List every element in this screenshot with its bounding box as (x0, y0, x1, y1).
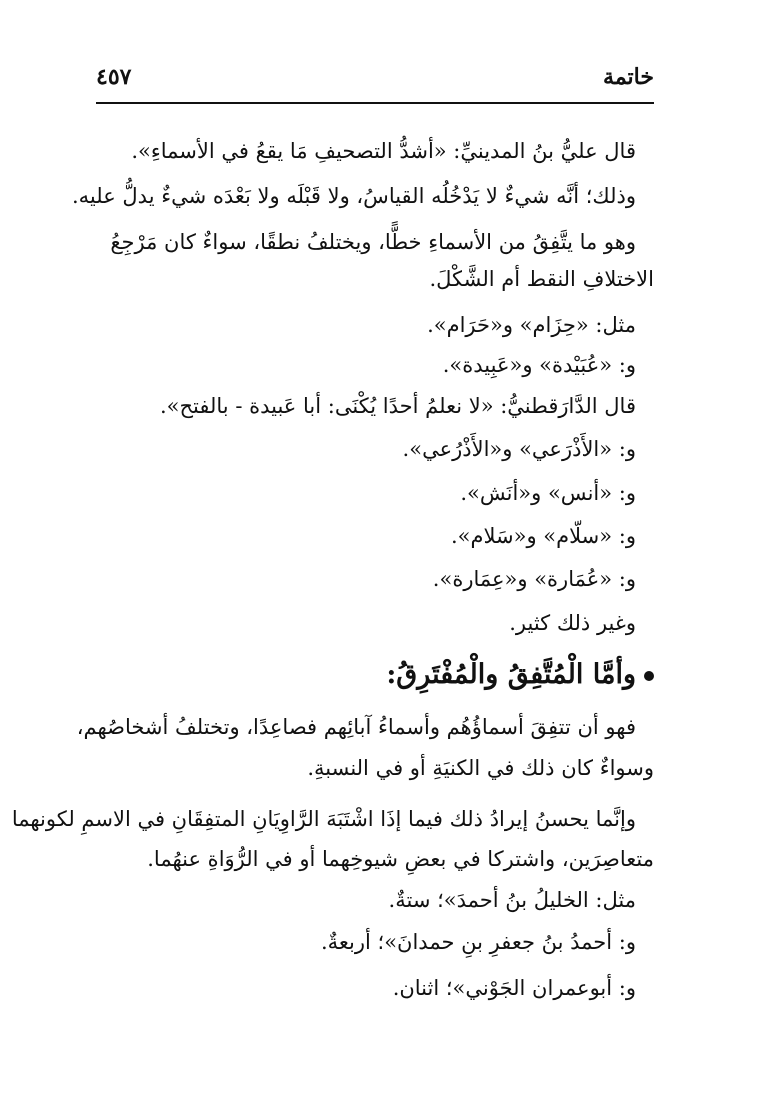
section-heading (386, 656, 654, 694)
text-line: وإنَّما يحسنُ إيرادُ ذلك فيما إذَا اشْتَبَهَ الرَّاوِيَانِ المتفِقَانِ في الاسمِ لكونهما (11, 807, 636, 831)
text-line: وذلك؛ أنَّه شيءٌ لا يَدْخُلُه القياسُ، ولا قَبْلَه ولا بَعْدَه شيءٌ يدلُّ عليه. (72, 184, 636, 208)
text-line: و: «سلّام» و«سَلام». (450, 524, 636, 548)
text-line: فهو أن تتفِقَ أسماؤُهُم وأسماءُ آبائِهم فصاعِدًا، وتختلفُ أشخاصُهم، (76, 715, 636, 739)
text-line: الاختلافِ النقط أم الشَّكْلَ. (429, 267, 654, 291)
text-line: و: أبوعمران الجَوْني»؛ اثنان. (392, 976, 636, 1000)
page-number: ٤٥٧ (96, 64, 132, 90)
running-title: خاتمة (603, 64, 654, 90)
text-line: و: أحمدُ بنُ جعفرِ بنِ حمدانَ»؛ أربعةٌ. (320, 930, 636, 954)
text-line: مثل: الخليلُ بنُ أحمدَ»؛ ستةٌ. (388, 888, 636, 912)
section-heading-text: وأمَّا الْمُتَّفِقُ والْمُفْتَرِقُ: (386, 659, 636, 690)
text-line: متعاصِرَين، واشتركا في بعضِ شيوخِهما أو في الرُّوَاةِ عنهُما. (147, 847, 654, 871)
text-line: و: «الأَذْرَعي» و«الأَذْرُعي». (402, 437, 636, 461)
text-line: قال عليُّ بنُ المدينيِّ: «أشدُّ التصحيفِ مَا يقعُ في الأسماءِ». (131, 139, 636, 163)
text-line: و: «أنس» و«أنَش». (460, 481, 636, 505)
text-line: مثل: «حِزَام» و«حَرَام». (427, 313, 636, 337)
text-line: و: «عُبَيْدة» و«عَبِيدة». (442, 353, 636, 377)
page-header (96, 62, 654, 104)
text-line: وسواءٌ كان ذلك في الكنيَةِ أو في النسبةِ. (307, 756, 654, 780)
text-line: وغير ذلك كثير. (509, 611, 636, 635)
text-line: وهو ما يتَّفِقُ من الأسماءِ خطًّا، ويختلفُ نطقًا، سواءٌ كان مَرْجِعُ (110, 230, 636, 254)
text-line: و: «عُمَارة» و«عِمَارة». (432, 567, 636, 591)
text-line: قال الدَّارَقطنيُّ: «لا نعلمُ أحدًا يُكْنَى: أبا عَبيدة - بالفتح». (159, 394, 636, 418)
bullet-icon (644, 671, 654, 681)
